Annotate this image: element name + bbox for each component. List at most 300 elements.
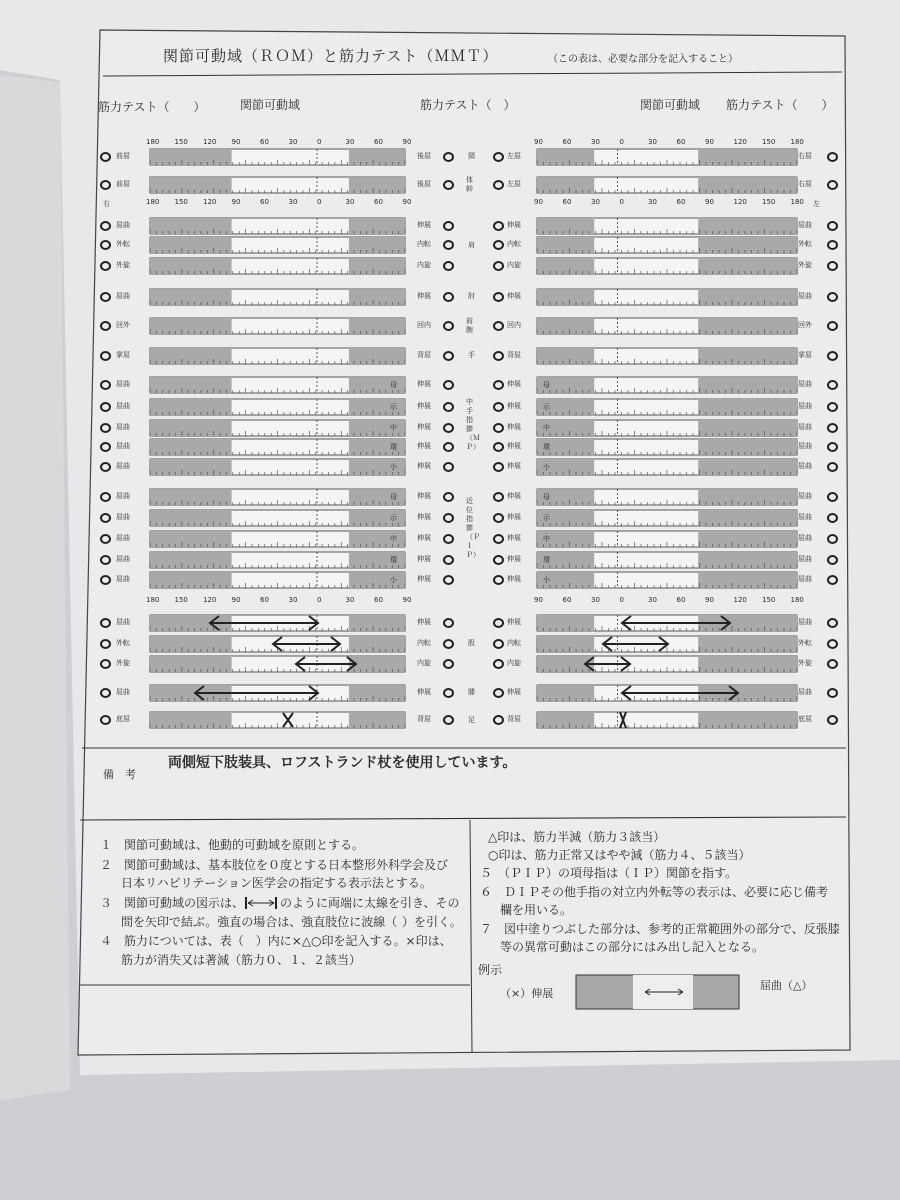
mmt-circle-mark[interactable] — [827, 442, 838, 452]
row-label-far-right: 屈曲 — [798, 618, 812, 626]
scale-tick-left: 60 — [260, 198, 269, 206]
row-label-left: 掌屈 — [116, 351, 130, 359]
row-label-far-right: 屈曲 — [798, 402, 812, 410]
row-label-left: 外転 — [116, 240, 130, 248]
mmt-circle-mark[interactable] — [493, 639, 504, 649]
mmt-circle-mark[interactable] — [827, 152, 838, 162]
row-label-center: 内旋 — [417, 261, 431, 269]
row-label-left: 外旋 — [116, 261, 130, 269]
finger-label: 母 — [390, 493, 397, 501]
rom-bar — [537, 439, 797, 455]
rom-bar — [150, 289, 405, 305]
row-label-left: 屈曲 — [116, 513, 130, 521]
row-label-far-right: 屈曲 — [798, 534, 812, 542]
mmt-circle-mark[interactable] — [100, 380, 111, 390]
mmt-circle-mark[interactable] — [827, 351, 838, 361]
rom-bar — [537, 459, 797, 475]
row-label-left: 外転 — [116, 639, 130, 647]
scale-tick-right: 180 — [790, 138, 804, 146]
rom-bar — [150, 510, 405, 526]
scale-tick-right: 90 — [705, 596, 714, 604]
mmt-circle-mark[interactable] — [827, 659, 838, 669]
row-label-left: 前屈 — [116, 180, 130, 188]
rom-bar — [537, 149, 797, 165]
mmt-circle-mark[interactable] — [100, 442, 111, 452]
finger-label: 中 — [543, 535, 550, 543]
finger-label: 示 — [390, 403, 397, 411]
mmt-circle-mark[interactable] — [100, 152, 111, 162]
example-left: （×）伸展 — [500, 987, 554, 1000]
mmt-circle-mark[interactable] — [443, 380, 454, 390]
note-2b: 日本リハビリテーション医学会の指定する表示法とする。 — [121, 876, 432, 890]
scale-tick-left: 60 — [374, 596, 383, 604]
note-3d: ）を引く。 — [402, 915, 462, 929]
row-label-right: 伸展 — [507, 221, 521, 229]
row-label-left: 屈曲 — [116, 221, 130, 229]
row-label-right: 伸展 — [507, 688, 521, 696]
rom-bar — [150, 258, 405, 274]
rom-bar — [150, 318, 405, 334]
region-pip: 近位指節（ＰＩＰ） — [466, 497, 480, 559]
mmt-circle-mark[interactable] — [443, 152, 454, 162]
mmt-circle-mark[interactable] — [827, 555, 838, 565]
rom-bar — [150, 531, 405, 547]
region-mp: 中手指節（ＭＰ） — [466, 398, 480, 451]
region-hip: 股 — [468, 639, 475, 647]
scale-tick-left: 30 — [288, 596, 298, 604]
mmt-circle-mark[interactable] — [100, 321, 111, 331]
region-knee: 膝 — [468, 688, 475, 696]
mmt-circle-mark[interactable] — [493, 321, 504, 331]
row-label-far-right: 外転 — [798, 240, 812, 248]
scale-tick-left: 90 — [231, 596, 241, 604]
row-label-left: 屈曲 — [116, 618, 130, 626]
mmt-circle-mark[interactable] — [493, 351, 504, 361]
mmt-circle-mark[interactable] — [493, 462, 504, 472]
rom-bar — [537, 258, 797, 274]
mmt-circle-mark[interactable] — [443, 659, 454, 669]
scale-tick-right: 60 — [676, 596, 686, 604]
row-label-far-right: 右屈 — [798, 152, 812, 160]
row-label-center: 伸展 — [417, 292, 431, 300]
scale-tick-right: 180 — [790, 198, 804, 206]
finger-label: 中 — [390, 535, 397, 543]
rom-bar — [150, 420, 405, 436]
note-6b: 欄を用いる。 — [500, 903, 573, 917]
scale-tick-right: 150 — [762, 596, 776, 604]
mmt-circle-mark[interactable] — [827, 462, 838, 472]
row-label-left: 前屈 — [116, 152, 130, 160]
mmt-circle-mark[interactable] — [827, 402, 838, 412]
scale-tick-left: 60 — [374, 198, 383, 206]
mmt-circle-mark[interactable] — [827, 380, 838, 390]
scale-tick-left: 180 — [146, 138, 160, 146]
note-5: ５ （ＰＩＰ）の項母指は（ＩＰ）関節を指す。 — [480, 866, 738, 880]
row-label-center: 伸展 — [417, 402, 431, 410]
mmt-circle-mark[interactable] — [443, 715, 454, 725]
scale-tick-right: 180 — [790, 596, 804, 604]
rom-bar — [150, 218, 405, 234]
region-trunk: 体幹 — [466, 176, 473, 193]
rom-bar — [537, 377, 797, 393]
mmt-circle-mark[interactable] — [100, 715, 111, 725]
region-elbow: 肘 — [468, 292, 475, 300]
finger-label: 母 — [543, 381, 550, 389]
row-label-left: 外旋 — [116, 659, 130, 667]
mmt-circle-mark[interactable] — [443, 492, 454, 502]
row-label-left: 屈曲 — [116, 534, 130, 542]
mmt-circle-mark[interactable] — [493, 152, 504, 162]
row-label-center: 内転 — [417, 639, 431, 647]
row-label-left: 屈曲 — [116, 462, 130, 470]
mmt-circle-mark[interactable] — [493, 688, 504, 698]
form-title: 関節可動域（ＲＯＭ）と筋力テスト（ＭＭＴ） — [163, 47, 499, 65]
finger-label: 小 — [543, 463, 550, 471]
row-label-left: 屈曲 — [116, 555, 130, 563]
left-side-label: 左 — [813, 200, 820, 208]
mmt-circle-mark[interactable] — [827, 240, 838, 250]
scale-tick-left: 180 — [146, 596, 160, 604]
rom-bar — [150, 348, 405, 364]
rom-bar — [150, 377, 405, 393]
mmt-circle-mark[interactable] — [100, 618, 111, 628]
mmt-circle-mark[interactable] — [100, 555, 111, 565]
scale-tick-right: 0 — [619, 596, 624, 604]
mmt-circle-mark[interactable] — [827, 261, 838, 271]
row-label-center: 伸展 — [417, 534, 431, 542]
row-label-center: 伸展 — [417, 462, 431, 470]
mmt-circle-mark[interactable] — [100, 534, 111, 544]
mmt-circle-mark[interactable] — [443, 321, 454, 331]
mmt-circle-mark[interactable] — [100, 240, 111, 250]
scale-tick-left: 60 — [260, 138, 269, 146]
rom-bar — [537, 399, 797, 415]
mmt-circle-mark[interactable] — [100, 575, 111, 585]
finger-label: 中 — [390, 424, 397, 432]
mmt-circle-mark[interactable] — [100, 180, 111, 190]
mmt-circle-mark[interactable] — [493, 575, 504, 585]
scale-tick-right: 30 — [591, 596, 600, 604]
mmt-circle-mark[interactable] — [443, 221, 454, 231]
scale-tick-left: 60 — [374, 138, 383, 146]
row-label-left: 回外 — [116, 321, 130, 329]
scale-tick-left: 60 — [260, 596, 269, 604]
mmt-circle-mark[interactable] — [493, 513, 504, 523]
scale-tick-right: 30 — [648, 138, 657, 146]
rom-bar — [537, 552, 797, 568]
row-label-center: 伸展 — [417, 688, 431, 696]
row-label-center: 伸展 — [417, 492, 431, 500]
row-label-right: 伸展 — [507, 492, 521, 500]
mmt-circle-mark[interactable] — [493, 292, 504, 302]
mmt-circle-mark[interactable] — [827, 492, 838, 502]
scale-tick-right: 120 — [733, 138, 747, 146]
row-label-far-right: 掌屈 — [798, 351, 812, 359]
scale-tick-right: 120 — [733, 198, 747, 206]
row-label-left: 屈曲 — [116, 292, 130, 300]
mmt-circle-mark[interactable] — [443, 423, 454, 433]
rom-bar — [150, 399, 405, 415]
row-label-right: 回内 — [507, 321, 521, 329]
example-scale-icon — [575, 974, 740, 1010]
mmt-circle-mark[interactable] — [493, 534, 504, 544]
row-label-center: 伸展 — [417, 513, 431, 521]
mmt-circle-mark[interactable] — [493, 492, 504, 502]
mmt-circle-mark[interactable] — [443, 240, 454, 250]
rom-bar — [537, 656, 797, 672]
scale-tick-left: 90 — [402, 138, 412, 146]
rom-bar — [537, 489, 797, 505]
note-3c: 間を矢印で結ぶ。強直の場合は、強直肢位に波線（ — [121, 915, 398, 929]
row-label-left: 屈曲 — [116, 423, 130, 431]
rom-bar — [537, 237, 797, 253]
row-label-far-right: 外転 — [798, 639, 812, 647]
rom-bar — [537, 420, 797, 436]
mmt-circle-mark[interactable] — [493, 715, 504, 725]
scale-tick-left: 120 — [203, 596, 217, 604]
row-label-right: 背屈 — [507, 715, 521, 723]
mmt-circle-mark[interactable] — [100, 261, 111, 271]
mmt-circle-mark[interactable] — [100, 423, 111, 433]
mmt-circle-mark[interactable] — [443, 462, 454, 472]
rom-bar — [150, 552, 405, 568]
scale-tick-left: 150 — [174, 198, 188, 206]
mmt-circle-mark[interactable] — [827, 221, 838, 231]
scale-tick-right: 60 — [676, 198, 686, 206]
row-label-right: 伸展 — [507, 534, 521, 542]
rom-bar — [537, 712, 797, 728]
mmt-circle-mark[interactable] — [443, 688, 454, 698]
note-r2: ○印は、筋力正常又はやや減（筋力４、５該当） — [488, 848, 751, 862]
mmt-circle-mark[interactable] — [827, 618, 838, 628]
rom-bar — [150, 149, 405, 165]
scale-tick-right: 90 — [705, 198, 714, 206]
mmt-circle-mark[interactable] — [100, 221, 111, 231]
region-foot: 足 — [468, 716, 475, 724]
row-label-left: 屈曲 — [116, 492, 130, 500]
row-label-far-right: 屈曲 — [798, 555, 812, 563]
row-label-left: 屈曲 — [116, 402, 130, 410]
row-label-right: 内転 — [507, 240, 521, 248]
rom-bar — [537, 531, 797, 547]
mmt-circle-mark[interactable] — [100, 688, 111, 698]
row-label-right: 伸展 — [507, 618, 521, 626]
rom-bar — [537, 348, 797, 364]
scale-tick-left: 150 — [174, 596, 188, 604]
mmt-circle-mark[interactable] — [100, 351, 111, 361]
row-label-far-right: 屈曲 — [798, 292, 812, 300]
rom-bar — [150, 572, 405, 588]
finger-label: 小 — [390, 463, 397, 471]
mmt-circle-mark[interactable] — [493, 261, 504, 271]
row-label-far-right: 屈曲 — [798, 513, 812, 521]
scale-tick-left: 0 — [317, 596, 322, 604]
row-label-center: 伸展 — [417, 442, 431, 450]
region-neck: 頸 — [468, 152, 475, 160]
mmt-circle-mark[interactable] — [827, 534, 838, 544]
scale-tick-right: 30 — [648, 198, 657, 206]
row-label-right: 伸展 — [507, 442, 521, 450]
mmt-circle-mark[interactable] — [493, 180, 504, 190]
scale-tick-left: 120 — [203, 138, 217, 146]
finger-label: 小 — [390, 576, 397, 584]
rom-bar — [150, 656, 405, 672]
mmt-circle-mark[interactable] — [493, 442, 504, 452]
mmt-circle-mark[interactable] — [443, 513, 454, 523]
remarks-label: 備 考 — [103, 768, 136, 781]
mmt-circle-mark[interactable] — [827, 513, 838, 523]
row-label-right: 伸展 — [507, 292, 521, 300]
mmt-circle-mark[interactable] — [100, 292, 111, 302]
row-label-center: 背屈 — [417, 715, 431, 723]
note-3b: のように両端に太線を引き、その — [280, 896, 460, 910]
finger-label: 中 — [543, 424, 550, 432]
row-label-center: 後屈 — [417, 152, 431, 160]
mmt-circle-mark[interactable] — [443, 292, 454, 302]
row-label-right: 伸展 — [507, 513, 521, 521]
mmt-circle-mark[interactable] — [493, 423, 504, 433]
mmt-circle-mark[interactable] — [100, 639, 111, 649]
region-shoulder: 肩 — [468, 241, 475, 249]
row-label-center: 伸展 — [417, 555, 431, 563]
scale-tick-right: 0 — [619, 138, 624, 146]
row-label-right: 伸展 — [507, 555, 521, 563]
scale-tick-left: 90 — [402, 596, 412, 604]
row-label-far-right: 屈曲 — [798, 492, 812, 500]
note-1: １ 関節可動域は、他動的可動域を原則とする。 — [100, 838, 365, 852]
scale-tick-right: 90 — [705, 138, 714, 146]
note-7b: 等の異常可動はこの部分にはみ出し記入となる。 — [500, 940, 765, 954]
finger-label: 環 — [543, 556, 550, 564]
row-label-left: 屈曲 — [116, 380, 130, 388]
mmt-circle-mark[interactable] — [827, 292, 838, 302]
row-label-center: 内旋 — [417, 659, 431, 667]
note-4b: 筋力が消失又は著減（筋力０、１、２該当） — [121, 953, 362, 967]
finger-label: 母 — [543, 493, 550, 501]
mmt-circle-mark[interactable] — [493, 380, 504, 390]
row-label-left: 屈曲 — [116, 575, 130, 583]
mmt-circle-mark[interactable] — [443, 575, 454, 585]
row-label-far-right: 右屈 — [798, 180, 812, 188]
mmt-mid-header: 筋力テスト（ ） — [420, 98, 516, 112]
mmt-circle-mark[interactable] — [100, 492, 111, 502]
rom-bar — [537, 218, 797, 234]
right-side-label: 右 — [103, 200, 110, 208]
note-2a: ２ 関節可動域は、基本肢位を０度とする日本整形外科学会及び — [100, 858, 449, 872]
rom-bar — [150, 459, 405, 475]
row-label-center: 伸展 — [417, 380, 431, 388]
scale-tick-left: 30 — [288, 198, 298, 206]
scale-tick-left: 90 — [231, 138, 241, 146]
scale-tick-left: 90 — [231, 198, 241, 206]
mmt-circle-mark[interactable] — [100, 659, 111, 669]
form-subtitle: （この表は、必要な部分を記入すること） — [548, 54, 738, 65]
row-label-right: 伸展 — [507, 575, 521, 583]
rom-bar — [537, 572, 797, 588]
rom-bar — [150, 712, 405, 728]
mmt-circle-mark[interactable] — [443, 402, 454, 412]
mmt-circle-mark[interactable] — [443, 639, 454, 649]
mmt-circle-mark[interactable] — [493, 221, 504, 231]
row-label-center: 伸展 — [417, 423, 431, 431]
mmt-circle-mark[interactable] — [443, 442, 454, 452]
scale-tick-left: 30 — [345, 198, 355, 206]
mmt-circle-mark[interactable] — [827, 423, 838, 433]
mmt-circle-mark[interactable] — [443, 534, 454, 544]
note-4a: ４ 筋力については、表（ ）内に×△○印を記入する。×印は、 — [100, 934, 452, 948]
row-label-right: 左屈 — [507, 180, 521, 188]
scale-tick-right: 30 — [648, 596, 657, 604]
mmt-circle-mark[interactable] — [827, 688, 838, 698]
mmt-circle-mark[interactable] — [443, 618, 454, 628]
mmt-circle-mark[interactable] — [100, 462, 111, 472]
mmt-circle-mark[interactable] — [827, 639, 838, 649]
mmt-circle-mark[interactable] — [443, 261, 454, 271]
row-label-far-right: 屈曲 — [798, 462, 812, 470]
mmt-left-header: 筋力テスト（ ） — [98, 100, 206, 114]
row-label-center: 背屈 — [417, 351, 431, 359]
rom-bar — [150, 489, 405, 505]
note-r1: △印は、筋力半減（筋力３該当） — [488, 830, 666, 844]
finger-label: 環 — [543, 443, 550, 451]
scale-tick-left: 30 — [288, 138, 298, 146]
rom-bar — [150, 439, 405, 455]
rom-left-header: 関節可動域 — [240, 98, 301, 112]
mmt-circle-mark[interactable] — [827, 321, 838, 331]
row-label-right: 内転 — [507, 639, 521, 647]
mmt-circle-mark[interactable] — [100, 402, 111, 412]
row-label-far-right: 屈曲 — [798, 380, 812, 388]
mmt-circle-mark[interactable] — [827, 715, 838, 725]
finger-label: 小 — [543, 576, 550, 584]
row-label-far-right: 屈曲 — [798, 442, 812, 450]
row-label-far-right: 屈曲 — [798, 688, 812, 696]
mmt-circle-mark[interactable] — [827, 180, 838, 190]
row-label-left: 屈曲 — [116, 688, 130, 696]
row-label-right: 伸展 — [507, 462, 521, 470]
mmt-circle-mark[interactable] — [443, 555, 454, 565]
scale-tick-left: 120 — [203, 198, 217, 206]
mmt-circle-mark[interactable] — [493, 402, 504, 412]
mmt-circle-mark[interactable] — [493, 555, 504, 565]
mmt-circle-mark[interactable] — [443, 351, 454, 361]
row-label-far-right: 屈曲 — [798, 575, 812, 583]
scale-tick-right: 90 — [534, 138, 543, 146]
finger-label: 示 — [390, 514, 397, 522]
region-hand: 手 — [468, 351, 475, 359]
mmt-circle-mark[interactable] — [100, 513, 111, 523]
row-label-left: 屈曲 — [116, 442, 130, 450]
scale-tick-right: 120 — [733, 596, 747, 604]
scale-tick-right: 0 — [619, 198, 624, 206]
rom-bar — [537, 177, 797, 193]
mmt-circle-mark[interactable] — [493, 618, 504, 628]
scale-tick-right: 60 — [562, 138, 572, 146]
scale-tick-left: 0 — [317, 138, 322, 146]
mmt-circle-mark[interactable] — [493, 659, 504, 669]
note-6a: ６ ＤＩＰその他手指の対立内外転等の表示は、必要に応じ備考 — [480, 885, 829, 899]
range-arrow-sample-icon — [244, 896, 278, 910]
row-label-center: 伸展 — [417, 221, 431, 229]
finger-label: 示 — [543, 514, 550, 522]
mmt-circle-mark[interactable] — [493, 240, 504, 250]
scale-tick-right: 90 — [534, 198, 543, 206]
mmt-circle-mark[interactable] — [443, 180, 454, 190]
rom-bar — [150, 177, 405, 193]
scale-tick-right: 90 — [534, 596, 543, 604]
mmt-circle-mark[interactable] — [827, 575, 838, 585]
row-label-right: 伸展 — [507, 402, 521, 410]
